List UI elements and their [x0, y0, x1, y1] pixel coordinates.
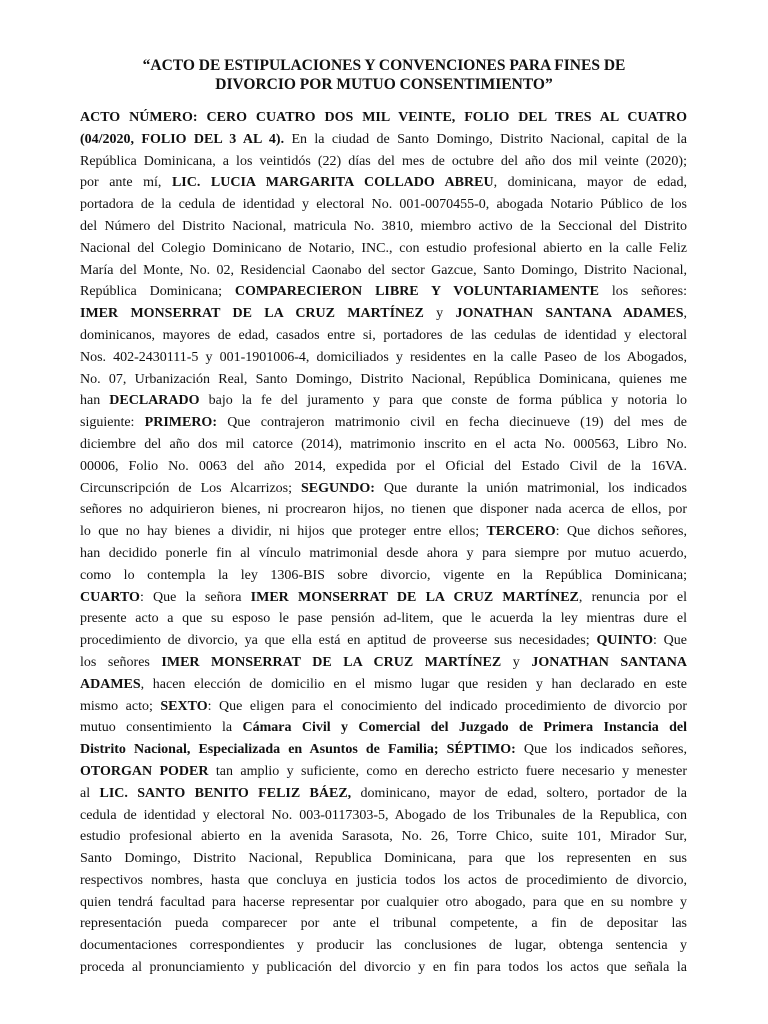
body-text: los señores: — [598, 284, 687, 300]
body-text: María del Monte, No. 02, Residencial Caonabo del sector Gazcue, Santo Domingo, Distrito Nacional, — [80, 262, 687, 278]
body-text: documentaciones correspondientes y producir las conclusiones de lugar, obtenga sentencia y — [80, 938, 687, 954]
bold-text: JONATHAN SANTANA ADAMES — [455, 306, 684, 322]
body-line — [80, 129, 687, 151]
body-text: presente acto a que su esposo le pase pensión ad-litem, que le acuerda la ley mientras dure el — [80, 611, 687, 627]
body-line — [80, 521, 687, 543]
body-text: lo que no hay bienes a dividir, ni hijos que proteger entre ellos; — [80, 524, 487, 540]
bold-text: PRIMERO: — [144, 415, 217, 431]
body-text: proceda al pronunciamiento y publicación del divorcio y en fin para todos los actos que señala la — [80, 960, 687, 976]
body-line — [80, 499, 687, 521]
body-line — [80, 892, 687, 914]
body-text: y — [501, 654, 532, 670]
body-text: mismo acto; — [80, 698, 161, 714]
body-line — [80, 913, 687, 935]
body-text: 00006, Folio No. 0063 del año 2014, expedida por el Oficial del Estado Civil de la 16VA. — [80, 458, 687, 474]
bold-text: CUARTO — [80, 589, 140, 605]
body-line — [80, 107, 687, 129]
body-line — [80, 434, 687, 456]
body-text: representación pueda comparecer por ante el tribunal competente, a fin de depositar las — [80, 916, 687, 932]
body-line — [80, 674, 687, 696]
body-text: dominicanos, mayores de edad, casados entre si, portadores de las cedulas de identidad y electoral — [80, 327, 687, 343]
body-text: del Número del Distrito Nacional, matricula No. 3810, miembro activo de la Seccional del Distrito — [80, 218, 687, 234]
document-title — [80, 56, 688, 94]
body-line — [80, 456, 687, 478]
body-line — [80, 303, 687, 325]
body-text: : Que eligen para el conocimiento del indicado procedimiento de divorcio por — [207, 698, 687, 714]
body-text: Circunscripción de Los Alcarrizos; — [80, 480, 301, 496]
body-line — [80, 151, 687, 173]
title-line-1: “ACTO DE ESTIPULACIONES Y CONVENCIONES PARA FINES DE — [142, 57, 626, 74]
body-line — [80, 325, 687, 347]
body-line — [80, 848, 687, 870]
body-line — [80, 478, 687, 500]
body-text: : Que la señora — [139, 589, 251, 605]
body-text: dominicano, mayor de edad, soltero, portador de la — [351, 785, 687, 801]
body-text: estudio profesional abierto en la avenida Sarasota, No. 26, Torre Chico, suite 101, Mirador Sur, — [80, 829, 687, 845]
body-line — [80, 783, 687, 805]
bold-text: LIC. LUCIA MARGARITA COLLADO ABREU — [171, 175, 494, 191]
body-text: , hacen elección de domicilio en el mismo lugar que residen y han declarado en este — [140, 676, 687, 692]
body-text: Santo Domingo, Distrito Nacional, Republica Dominicana, para que los representen en sus — [80, 851, 687, 867]
body-line — [80, 390, 687, 412]
body-text: han decidido ponerle fin al vínculo matrimonial desde ahora y para siempre por mutuo acuerdo, — [80, 545, 687, 561]
body-text: República Dominicana; — [80, 284, 235, 300]
bold-text: LIC. SANTO BENITO FELIZ BÁEZ, — [99, 785, 352, 801]
bold-text: TERCERO — [486, 524, 556, 540]
bold-text: DECLARADO — [109, 393, 200, 409]
document-body — [80, 107, 687, 979]
body-text: portadora de la cedula de identidad y electoral No. 001-0070455-0, abogada Notario Público de los — [80, 197, 687, 213]
body-text: diciembre del año dos mil catorce (2014), matrimonio inscrito en el acta No. 000563, Libro No. — [80, 436, 687, 452]
body-line — [80, 281, 687, 303]
body-text: : Que dichos señores, — [555, 524, 687, 540]
body-text: , dominicana, mayor de edad, — [493, 175, 688, 191]
bold-text: SEXTO — [160, 698, 208, 714]
body-text: tan amplio y suficiente, como en derecho estricto fuere necesario y menester — [208, 763, 688, 779]
bold-text: ACTO NÚMERO: CERO CUATRO DOS MIL VEINTE, FOLIO DEL TRES AL CUATRO — [80, 110, 687, 125]
body-line — [80, 260, 687, 282]
body-text: : Que — [652, 633, 688, 649]
bold-text: COMPARECIERON LIBRE Y VOLUNTARIAMENTE — [234, 284, 599, 300]
bold-text: Distrito Nacional, Especializada en Asuntos de Familia; SÉPTIMO: — [80, 742, 516, 758]
bold-text: IMER MONSERRAT DE LA CRUZ MARTÍNEZ — [80, 306, 424, 322]
body-text: respectivos nombres, hasta que concluya en justicia todos los actos de procedimiento de divorcio, — [80, 872, 687, 888]
bold-text: SEGUNDO: — [301, 480, 375, 496]
body-text: por ante mí, — [80, 175, 172, 191]
body-text: quien tendrá facultad para hacerse representar por cualquier otro abogado, para que en su nombre y — [80, 894, 687, 910]
body-text: Que contrajeron matrimonio civil en fecha diecinueve (19) del mes de — [216, 415, 687, 431]
body-text: , — [683, 306, 687, 322]
body-text: y — [423, 306, 456, 322]
body-line — [80, 347, 687, 369]
body-line — [80, 761, 687, 783]
bold-text: JONATHAN SANTANA — [531, 654, 688, 670]
body-line — [80, 587, 687, 609]
body-line — [80, 717, 687, 739]
body-text: No. 07, Urbanización Real, Santo Domingo, Distrito Nacional, República Dominicana, quienes me — [80, 371, 687, 387]
body-text: Que los indicados señores, — [515, 742, 687, 758]
body-text: Nos. 402-2430111-5 y 001-1901006-4, domiciliados y residentes en la calle Paseo de los Abogados, — [80, 349, 687, 365]
body-line — [80, 565, 687, 587]
body-line — [80, 652, 687, 674]
body-text: bajo la fe del juramento y para que conste de forma pública y notoria lo — [199, 393, 687, 409]
body-text: cedula de identidad y electoral No. 003-0117303-5, Abogado de los Tribunales de la Republica, con — [80, 807, 687, 823]
body-line — [80, 172, 687, 194]
body-line — [80, 608, 687, 630]
body-line — [80, 696, 687, 718]
body-text: Nacional del Colegio Dominicano de Notario, INC., con estudio profesional abierto en la calle Feliz — [80, 240, 687, 256]
body-line — [80, 412, 687, 434]
body-line — [80, 543, 687, 565]
bold-text: QUINTO — [596, 633, 653, 649]
body-text: al — [80, 785, 100, 801]
bold-text: (04/2020, FOLIO DEL 3 AL 4). — [80, 131, 285, 147]
body-text: República Dominicana, a los veintidós (22) días del mes de octubre del año dos mil veinte (2020); — [80, 153, 687, 169]
body-line — [80, 194, 687, 216]
bold-text: Cámara Civil y Comercial del Juzgado de Primera Instancia del — [242, 720, 687, 736]
body-line — [80, 238, 687, 260]
body-text: mutuo consentimiento la — [80, 720, 243, 736]
body-line — [80, 739, 687, 761]
body-line — [80, 805, 687, 827]
bold-text: OTORGAN PODER — [80, 763, 209, 779]
body-line — [80, 870, 687, 892]
body-line — [80, 216, 687, 238]
body-line — [80, 957, 687, 979]
body-text: señores no adquirieron bienes, ni procrearon hijos, no tienen que disponer nada acerca de ellos, por — [80, 502, 687, 518]
bold-text: IMER MONSERRAT DE LA CRUZ MARTÍNEZ — [250, 589, 579, 605]
bold-text: ADAMES — [80, 676, 141, 692]
body-text: como lo contempla la ley 1306-BIS sobre divorcio, vigente en la República Dominicana; — [80, 567, 687, 583]
body-text: han — [80, 393, 110, 409]
title-line-2: DIVORCIO POR MUTUO CONSENTIMIENTO” — [215, 76, 553, 93]
body-text: procedimiento de divorcio, ya que ella está en aptitud de proveerse sus necesidades; — [80, 633, 597, 649]
body-text: Que durante la unión matrimonial, los indicados — [374, 480, 688, 496]
body-line — [80, 935, 687, 957]
body-line — [80, 369, 687, 391]
body-line — [80, 826, 687, 848]
body-line — [80, 630, 687, 652]
body-text: los señores — [80, 654, 162, 670]
body-text: siguiente: — [80, 415, 145, 431]
body-text: En la ciudad de Santo Domingo, Distrito Nacional, capital de la — [284, 131, 687, 147]
bold-text: IMER MONSERRAT DE LA CRUZ MARTÍNEZ — [161, 654, 502, 670]
body-text: , renuncia por el — [578, 589, 687, 605]
